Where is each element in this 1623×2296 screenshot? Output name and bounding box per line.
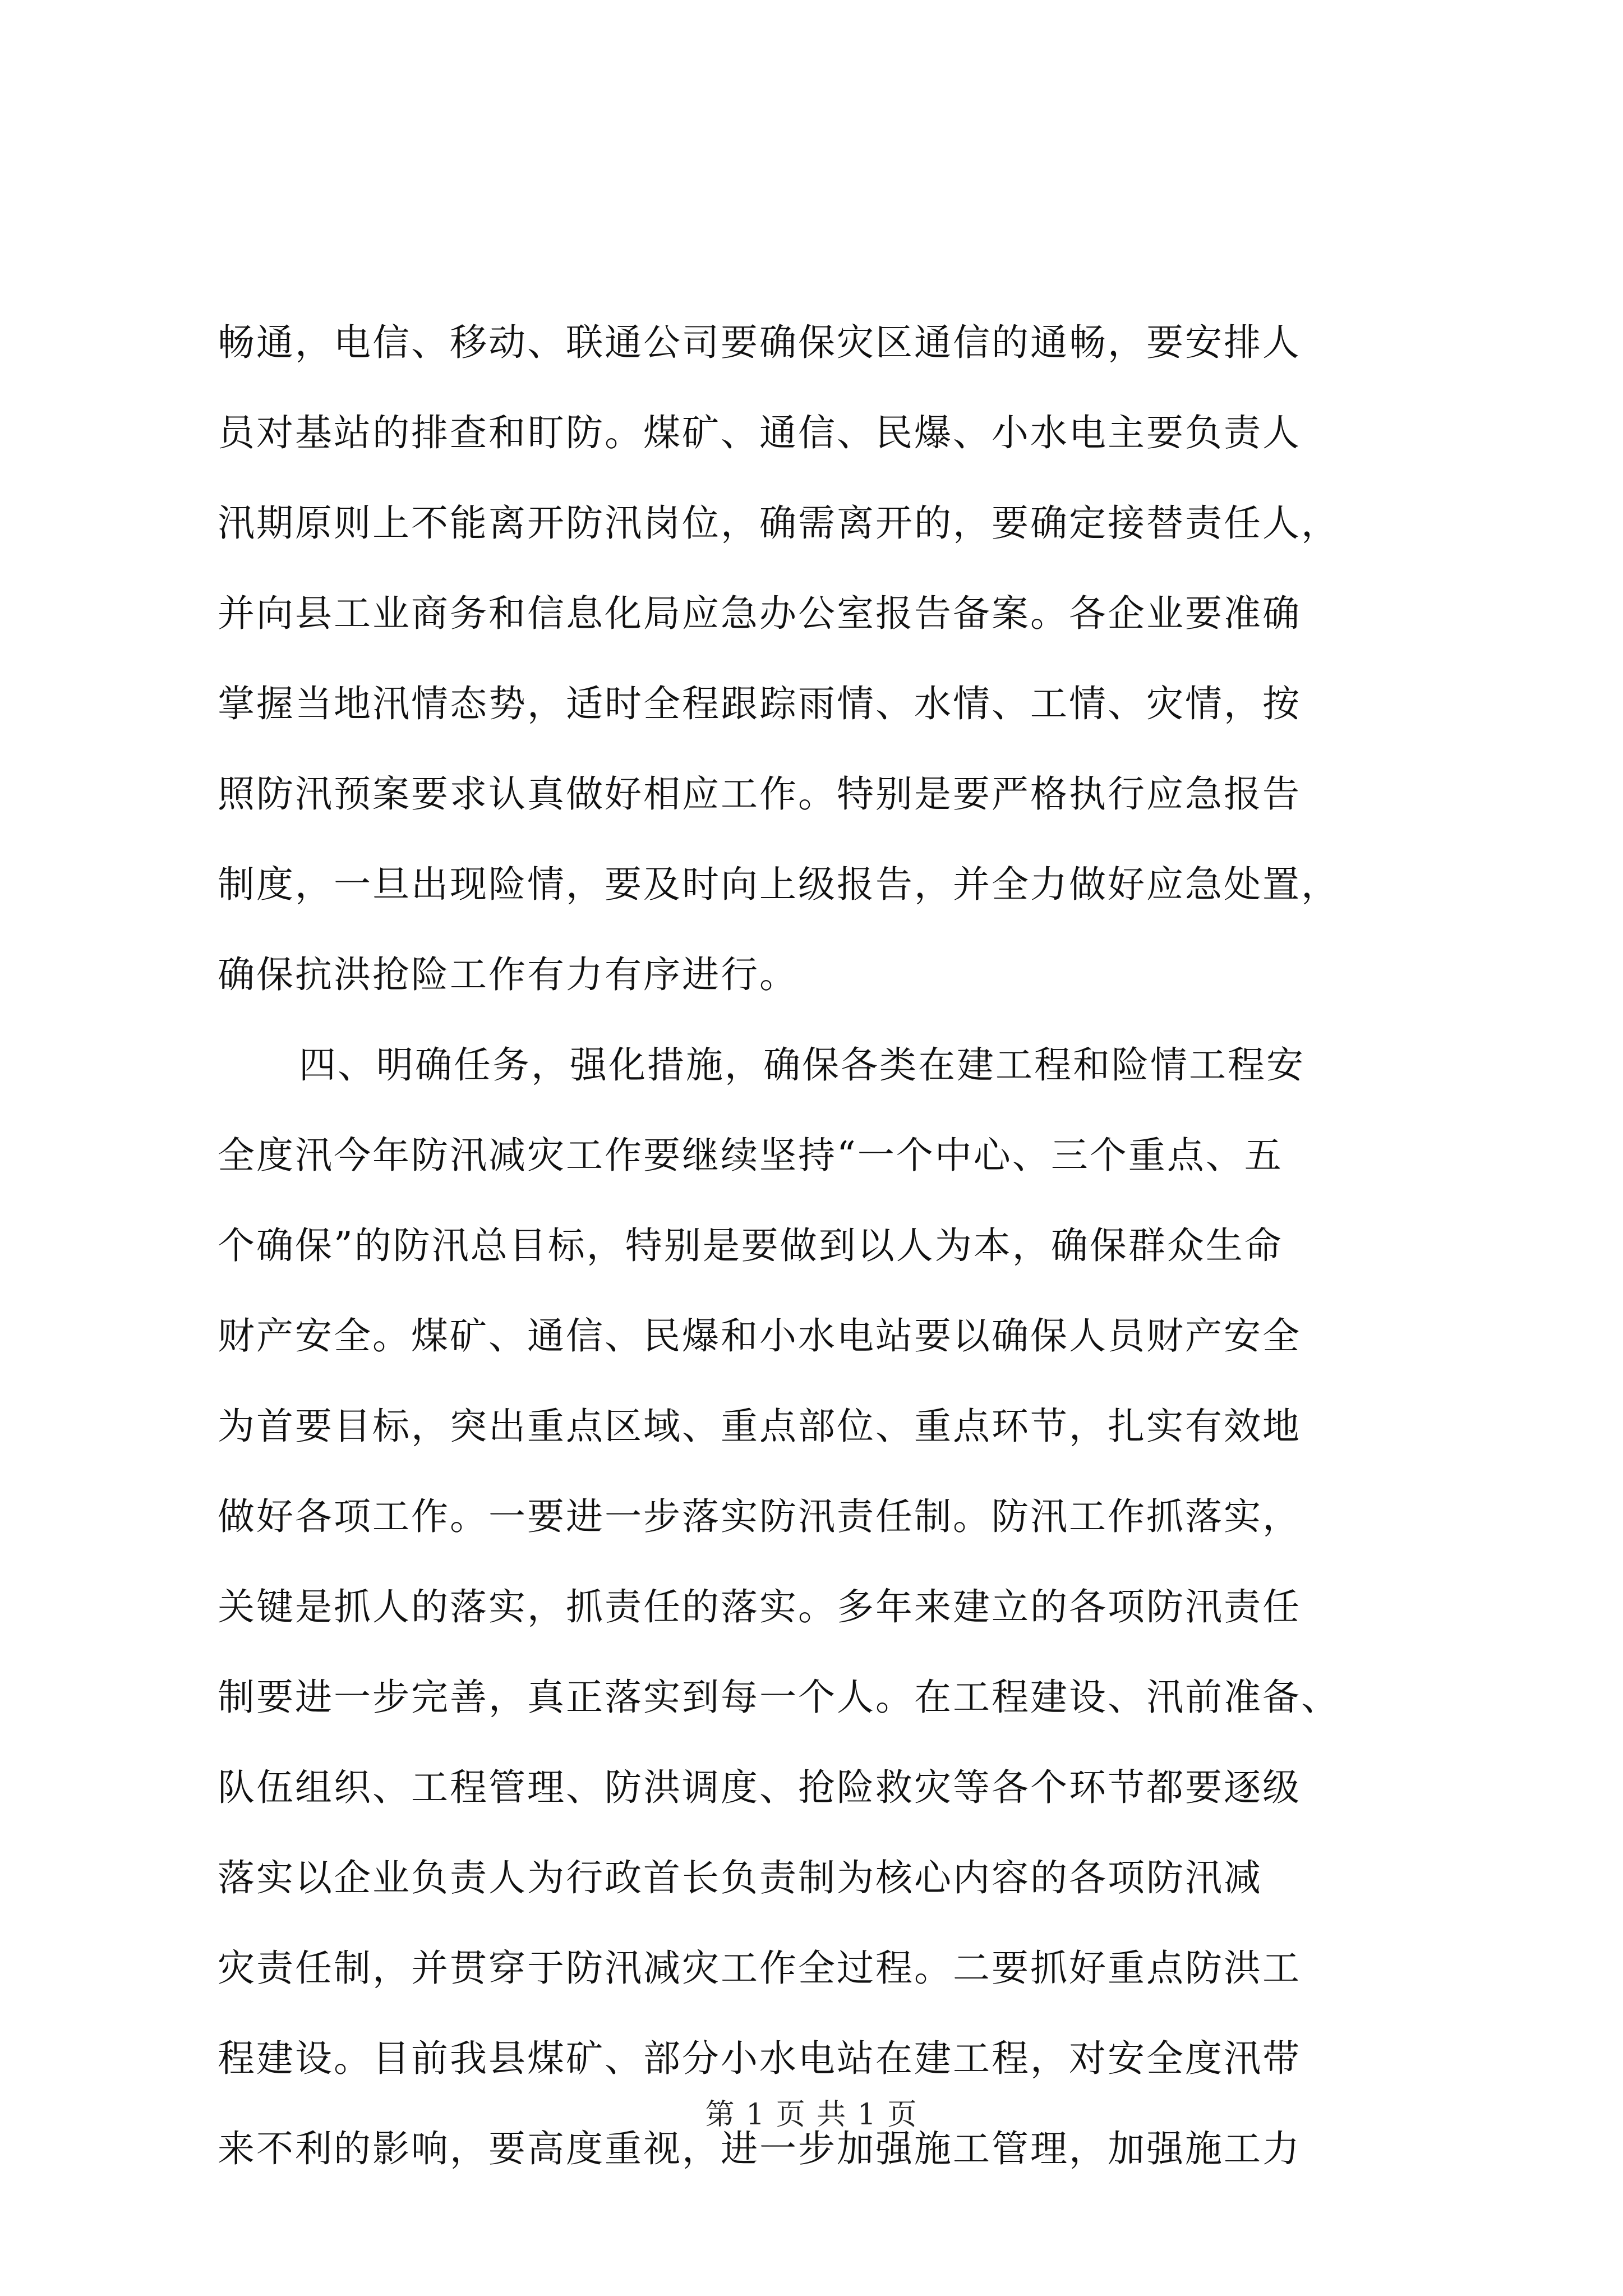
text-line: 汛期原则上不能离开防汛岗位，确需离开的，要确定接替责任人， bbox=[218, 501, 1340, 545]
text-line: 做好各项工作。一要进一步落实防汛责任制。防汛工作抓落实， bbox=[218, 1495, 1301, 1538]
text-line: 来不利的影响，要高度重视，进一步加强施工管理，加强施工力 bbox=[218, 2127, 1301, 2170]
text-line: 制度，一旦出现险情，要及时向上级报告，并全力做好应急处置， bbox=[218, 863, 1340, 906]
text-line: 掌握当地汛情态势，适时全程跟踪雨情、水情、工情、灾情，按 bbox=[218, 682, 1301, 725]
document-body bbox=[218, 297, 1474, 2194]
text-line: 财产安全。煤矿、通信、民爆和小水电站要以确保人员财产安全 bbox=[218, 1314, 1301, 1358]
text-line: 程建设。目前我县煤矿、部分小水电站在建工程，对安全度汛带 bbox=[218, 2037, 1301, 2080]
section-heading-line: 四、明确任务，强化措施，确保各类在建工程和险情工程安 bbox=[299, 1043, 1305, 1087]
text-line: 个确保”的防汛总目标，特别是要做到以人为本，确保群众生命 bbox=[218, 1224, 1283, 1267]
text-line: 确保抗洪抢险工作有力有序进行。 bbox=[218, 953, 798, 996]
text-line: 队伍组织、工程管理、防洪调度、抢险救灾等各个环节都要逐级 bbox=[218, 1766, 1301, 1809]
text-line: 关键是抓人的落实，抓责任的落实。多年来建立的各项防汛责任 bbox=[218, 1585, 1301, 1628]
text-line: 畅通，电信、移动、联通公司要确保灾区通信的通畅，要安排人 bbox=[218, 321, 1301, 364]
text-line: 为首要目标，突出重点区域、重点部位、重点环节，扎实有效地 bbox=[218, 1405, 1301, 1448]
text-line: 制要进一步完善，真正落实到每一个人。在工程建设、汛前准备、 bbox=[218, 1676, 1340, 1719]
text-line: 落实以企业负责人为行政首长负责制为核心内容的各项防汛减 bbox=[218, 1856, 1262, 1899]
page-number-footer: 第 1 页 共 1 页 bbox=[705, 2098, 918, 2132]
text-line: 全度汛今年防汛减灾工作要继续坚持“一个中心、三个重点、五 bbox=[218, 1134, 1283, 1177]
text-line: 照防汛预案要求认真做好相应工作。特别是要严格执行应急报告 bbox=[218, 772, 1301, 816]
text-line: 并向县工业商务和信息化局应急办公室报告备案。各企业要准确 bbox=[218, 592, 1301, 635]
text-line: 灾责任制，并贯穿于防汛减灾工作全过程。二要抓好重点防洪工 bbox=[218, 1947, 1301, 1990]
text-line: 员对基站的排查和盯防。煤矿、通信、民爆、小水电主要负责人 bbox=[218, 411, 1301, 454]
